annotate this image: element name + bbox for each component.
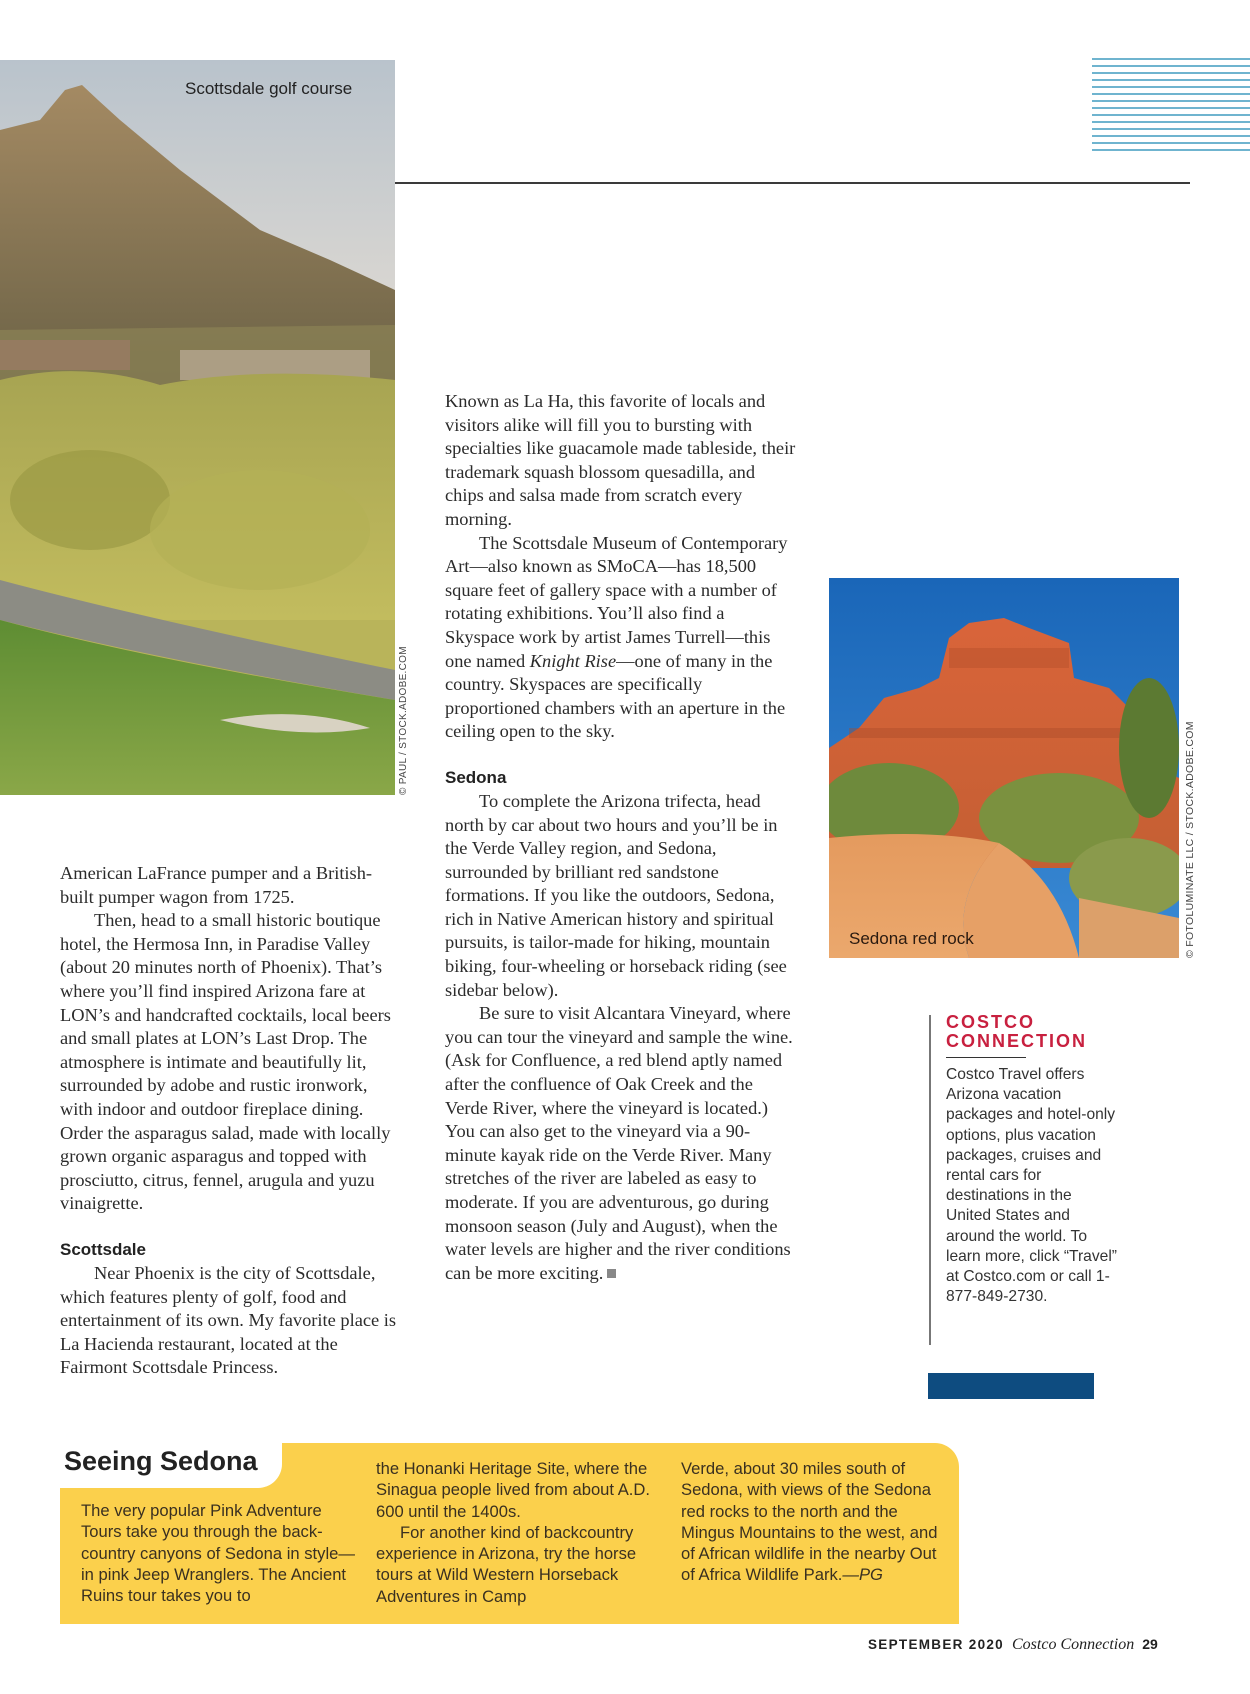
sidebar-column-3 (681, 1458, 953, 1586)
title-line: COSTCO (946, 1012, 1036, 1032)
paragraph: Then, head to a small historic boutique hotel, the Hermosa Inn, in Paradise Valley (about 20 minutes north of Phoenix). That’s where you’ll find inspired Arizona fare at LON’s and handcrafted cocktails, local beers and small plates at LON’s Last Drop. The atmosphere is intimate and beautifully lit, surrounded by adobe and rustic ironwork, with indoor and outdoor fireplace dining. Order the asparagus salad, made with locally grown organic asparagus and topped with prosciutto, citrus, fennel, arugula and yuzu vinaigrette. (60, 910, 391, 1214)
text-run: The Scottsdale Museum of Contemporary Art—also known as SMoCA—has 18,500 square feet of gallery space with a number of rotating exhibitions. You’ll also find a Skyspace work by artist James Turrell—this one named (445, 532, 788, 671)
golf-course-illustration (0, 60, 395, 795)
sidebar-column-1 (81, 1500, 363, 1606)
section-heading-sedona: Sedona (445, 767, 507, 787)
article-column-1 (60, 862, 398, 1380)
section-heading-scottsdale: Scottsdale (60, 1239, 146, 1259)
issue-date: SEPTEMBER 2020 (868, 1637, 1004, 1652)
decorative-blue-block (928, 1373, 1094, 1399)
paragraph (681, 1458, 953, 1586)
author-signature: —PG (842, 1565, 883, 1585)
title-line: CONNECTION (946, 1031, 1087, 1051)
sedona-photo-credit: © FOTOLUMINATE LLC / STOCK.ADOBE.COM (1184, 721, 1196, 958)
costco-connection-title (946, 1013, 1136, 1051)
page-footer (868, 1636, 1158, 1654)
golf-photo-caption: Scottsdale golf course (185, 79, 353, 98)
decorative-stripes (1092, 58, 1250, 154)
paragraph: For another kind of backcountry experience in Arizona, try the horse tours at Wild Western Horseback Adventures in Camp (376, 1522, 637, 1606)
page-number: 29 (1142, 1636, 1158, 1652)
costco-connection-text: Costco Travel offers Arizona vacation packages and hotel-only options, plus vacation packages, cruises and rental cars for destinations in the United States and around the world. To learn more, click “Travel” at Costco.com or call 1-877-849-2730. (946, 1066, 1117, 1306)
title-underline (946, 1057, 1026, 1058)
paragraph: Known as La Ha, this favorite of locals and visitors alike will fill you to bursting with specialties like guacamole made tableside, their trademark squash blossom quesadilla, and chips and salsa made from scratch every morning. (445, 391, 796, 529)
text-run: —one of many in the country. Skyspaces are specifically proportioned chambers with an aperture in the ceiling open to the sky. (445, 650, 786, 742)
article-column-2 (445, 390, 797, 1285)
end-mark-icon (607, 1269, 616, 1278)
artwork-title: Knight Rise (529, 650, 617, 671)
sedona-illustration (829, 578, 1179, 958)
sidebar-column-2 (376, 1458, 668, 1607)
sedona-red-rock-photo (829, 578, 1179, 958)
text-run: Be sure to visit Alcantara Vineyard, where you can tour the vineyard and sample the wine. (Ask for Confluence, a red blend aptly named after the confluence of Oak Creek and the Verde River, where the vineyard is located.) You can also get to the vineyard via a 90-minute kayak ride on the Verde River. Many stretches of the river are labeled as easy to moderate. If you are adventurous, go during monsoon season (July and August), when the water levels are higher and the river conditions can be more exciting. (445, 1003, 793, 1283)
paragraph: To complete the Arizona trifecta, head north by car about two hours and you’ll be in the Verde Valley region, and Sedona, surrounded by brilliant red sandstone formations. If you like the outdoors, Sedona, rich in Native American history and spiritual pursuits, is tailor-made for hiking, mountain biking, four-wheeling or horseback riding (see sidebar below). (445, 790, 787, 1000)
golf-photo-credit: © PAUL / STOCK.ADOBE.COM (398, 646, 409, 795)
paragraph: the Honanki Heritage Site, where the Sinagua people lived from about A.D. 600 until the 1400s. (376, 1459, 650, 1521)
seeing-sedona-title: Seeing Sedona (64, 1446, 258, 1476)
paragraph: The very popular Pink Adventure Tours take you through the back-country canyons of Sedona in style—in pink Jeep Wranglers. The Ancient Ruins tour takes you to (81, 1501, 355, 1606)
text-run: Verde, about 30 miles south of Sedona, with views of the Sedona red rocks to the north and the Mingus Mountains to the west, and of African wildlife in the nearby Out of Africa Wildlife Park. (681, 1459, 938, 1585)
costco-connection-rule (929, 1015, 931, 1345)
header-rule (395, 182, 1190, 184)
paragraph: American LaFrance pumper and a British-built pumper wagon from 1725. (60, 863, 373, 907)
paragraph (445, 532, 797, 744)
magazine-name: Costco Connection (1012, 1636, 1135, 1653)
golf-course-photo (0, 60, 395, 795)
sedona-photo-caption: Sedona red rock (849, 929, 974, 948)
paragraph: Near Phoenix is the city of Scottsdale, which features plenty of golf, food and entertainment of its own. My favorite place is La Hacienda restaurant, located at the Fairmont Scottsdale Princess. (60, 1262, 397, 1378)
paragraph (445, 1002, 797, 1285)
